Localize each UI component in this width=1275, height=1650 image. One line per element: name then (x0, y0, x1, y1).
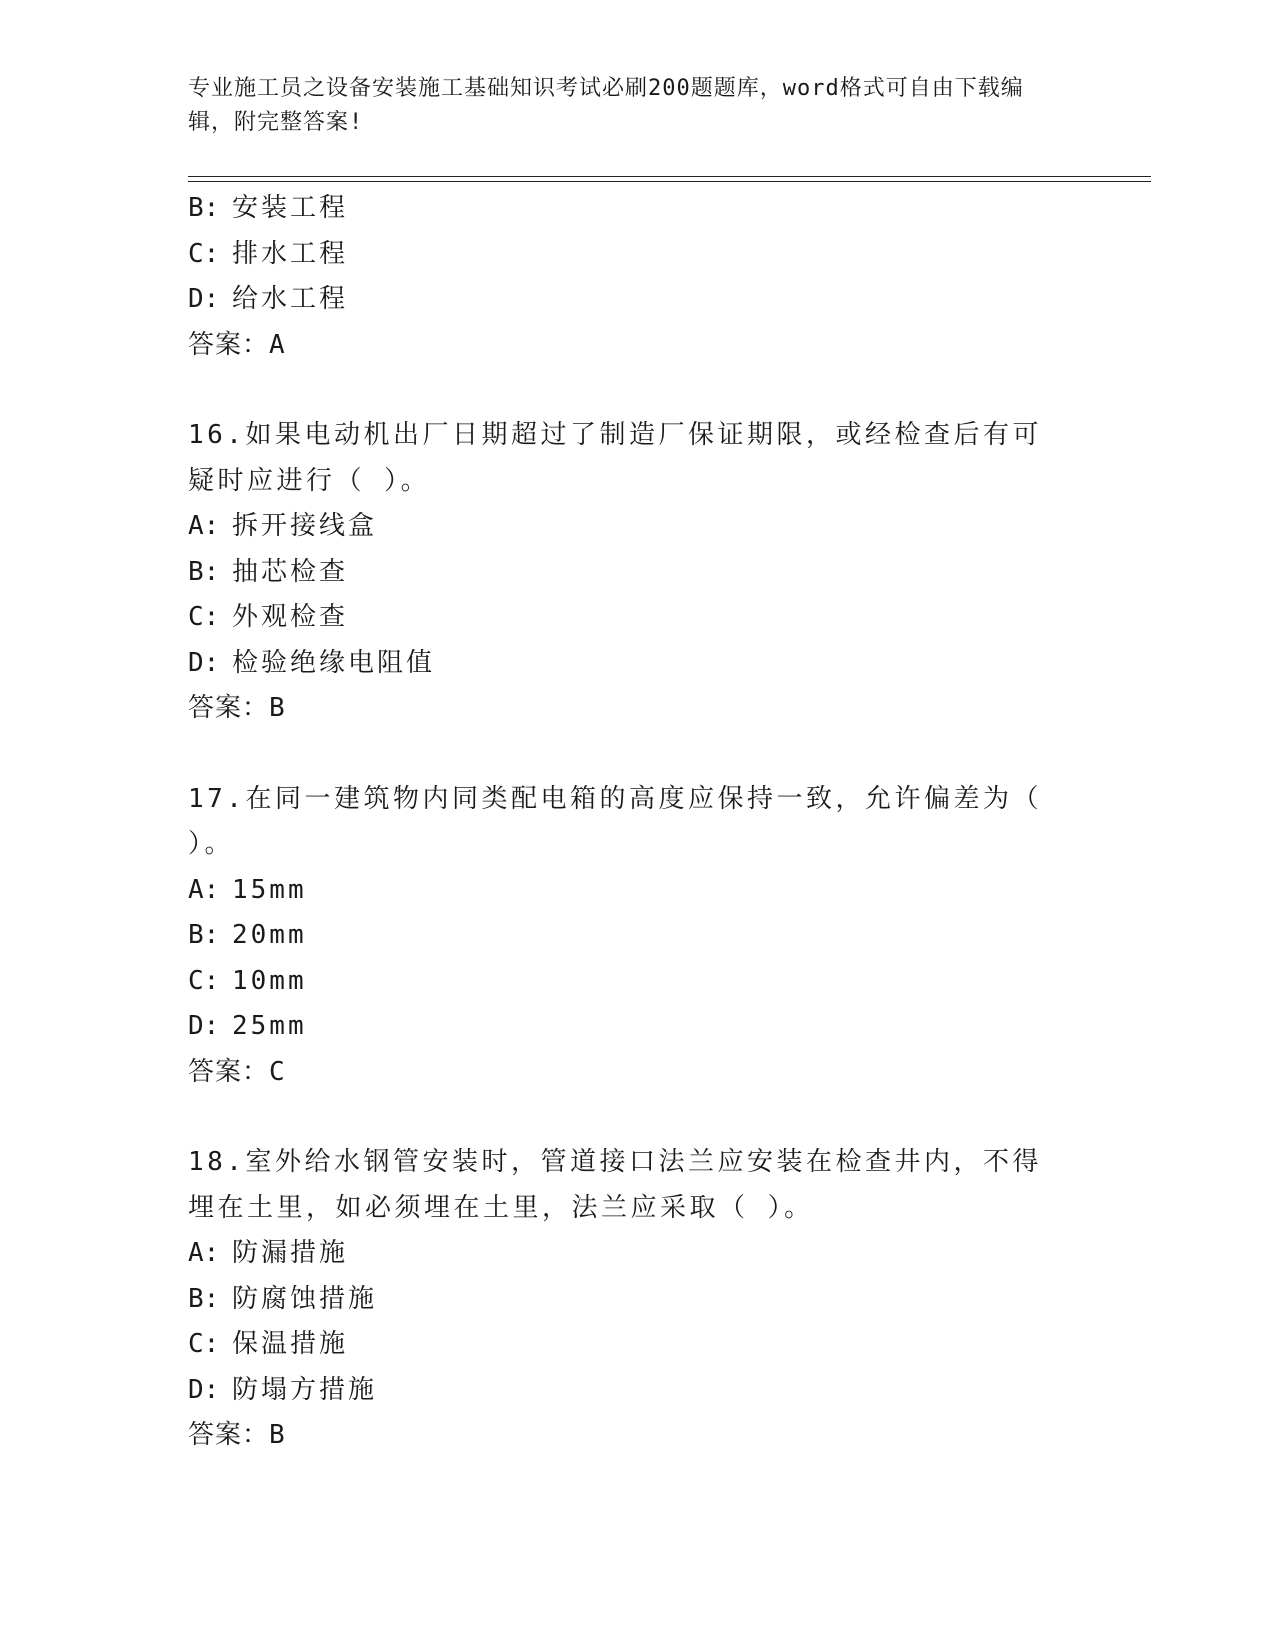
header-divider-bottom (188, 181, 1151, 182)
option-d: D: 检验绝缘电阻值 (188, 647, 436, 678)
question-18-text: 18.室外给水钢管安装时，管道接口法兰应安装在检查井内，不得埋在土里，如必须埋在土里，法兰应采取（ ）。 (188, 1147, 1042, 1223)
option-b: B: 防腐蚀措施 (188, 1283, 378, 1314)
option-b: B: 抽芯检查 (188, 556, 349, 587)
document-header: 专业施工员之设备安装施工基础知识考试必刷200题题库，word格式可自由下载编辑，附完整答案! (188, 76, 1024, 135)
answer: 答案：A (188, 329, 286, 360)
option-b: B: 20mm (188, 920, 307, 950)
option-a: A: 拆开接线盒 (188, 511, 378, 541)
option-c: C: 10mm (188, 965, 307, 996)
question-list (188, 186, 1088, 1459)
option-c: C: 保温措施 (188, 1329, 349, 1359)
question-17-text: 17.在同一建筑物内同类配电箱的高度应保持一致，允许偏差为（ ）。 (188, 783, 1042, 859)
header-divider-top (188, 176, 1151, 177)
option-a: A: 15mm (188, 874, 307, 905)
option-a: A: 防漏措施 (188, 1238, 349, 1268)
option-c: C: 排水工程 (188, 238, 349, 269)
option-c: C: 外观检查 (188, 602, 349, 632)
answer: 答案：C (188, 1056, 286, 1087)
option-d: D: 25mm (188, 1011, 307, 1041)
option-d: D: 给水工程 (188, 284, 349, 314)
option-b: B: 安装工程 (188, 193, 349, 223)
question-16-text: 16.如果电动机出厂日期超过了制造厂保证期限，或经检查后有可疑时应进行（ ）。 (188, 420, 1042, 496)
answer: 答案：B (188, 1420, 286, 1450)
answer: 答案：B (188, 693, 286, 723)
option-d: D: 防塌方措施 (188, 1374, 378, 1405)
